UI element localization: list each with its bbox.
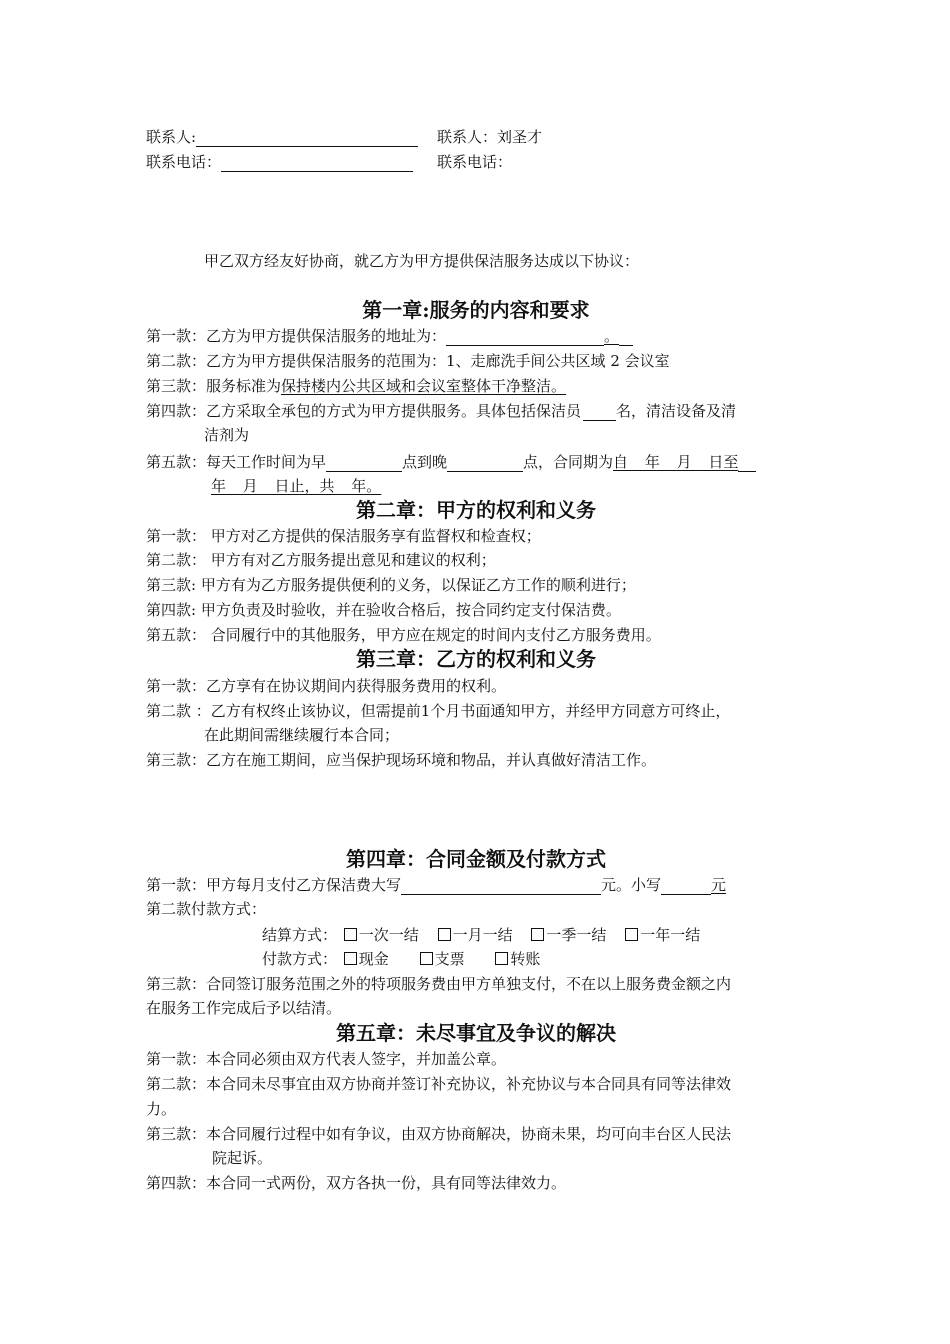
pay-option-label: 支票 — [434, 950, 465, 968]
ch3-clause-3: 第三款：乙方在施工期间，应当保护现场环境和物品，并认真做好清洁工作。 — [146, 751, 657, 769]
ch1-c4-b: 名，清洁设备及清 — [616, 402, 737, 420]
settlement-method-row — [262, 925, 700, 945]
ch2-clause-4: 第四款: 甲方负责及时验收，并在验收合格后，按合同约定支付保洁费。 — [146, 601, 621, 619]
checkbox-icon[interactable] — [420, 952, 433, 965]
checkbox-icon[interactable] — [438, 928, 451, 941]
ch5-clause-2: 第二款：本合同未尽事宜由双方协商并签订补充协议，补充协议与本合同具有同等法律效 — [146, 1075, 732, 1093]
ch5-clause-1: 第一款：本合同必须由双方代表人签字，并加盖公章。 — [146, 1050, 507, 1068]
start-time-field[interactable] — [326, 454, 402, 472]
payment-label: 付款方式： — [262, 950, 338, 968]
ch3-clause-2-cont: 在此期间需继续履行本合同； — [204, 726, 400, 744]
ch1-c5-b: 点到晚 — [402, 453, 448, 471]
settle-option-quarterly[interactable] — [531, 926, 606, 944]
ch4-clause-1 — [146, 875, 726, 895]
party-b-contact-row — [437, 127, 542, 147]
ch1-clause-2: 第二款：乙方为甲方提供保洁服务的范围为：1、走廊洗手间公共区域 2 会议室 — [146, 352, 670, 370]
intro-text: 甲乙双方经友好协商，就乙方为甲方提供保洁服务达成以下协议： — [204, 252, 640, 270]
party-a-contact-row — [146, 127, 418, 147]
payment-method-row — [262, 949, 540, 969]
contract-period-end[interactable]: 年 月 日止，共 年。 — [211, 477, 382, 495]
ch4-clause-2: 第二款付款方式： — [146, 900, 267, 918]
ch2-clause-3: 第三款: 甲方有为乙方服务提供便利的义务，以保证乙方工作的顺利进行； — [146, 576, 636, 594]
ch5-clause-4: 第四款：本合同一式两份，双方各执一份，具有同等法律效力。 — [146, 1174, 567, 1192]
settle-option-label: 一月一结 — [452, 926, 513, 944]
ch5-clause-2-cont: 力。 — [146, 1100, 177, 1118]
chapter-5-title: 第五章：未尽事宜及争议的解决 — [336, 1021, 616, 1045]
party-b-contact-label: 联系人： — [437, 128, 498, 146]
chapter-3-title: 第三章：乙方的权利和义务 — [356, 647, 596, 671]
ch2-clause-2: 第二款： 甲方有对乙方服务提出意见和建议的权利； — [146, 551, 496, 569]
ch1-c4-a: 第四款：乙方采取全承包的方式为甲方提供服务。具体包括保洁员 — [146, 402, 582, 420]
checkbox-icon[interactable] — [495, 952, 508, 965]
ch4-c1-a: 第一款：甲方每月支付乙方保洁费大写 — [146, 876, 402, 894]
pay-option-cash[interactable] — [344, 950, 389, 968]
ch1-c1-text: 第一款：乙方为甲方提供保洁服务的地址为： — [146, 327, 447, 345]
settlement-label: 结算方式： — [262, 926, 338, 944]
party-a-phone-field[interactable] — [221, 154, 413, 172]
pay-option-cheque[interactable] — [420, 950, 465, 968]
settle-option-once[interactable] — [344, 926, 419, 944]
ch3-clause-1: 第一款：乙方享有在协议期间内获得服务费用的权利。 — [146, 677, 507, 695]
ch4-c1-c: 元 — [711, 876, 727, 894]
service-address-field[interactable] — [446, 328, 604, 346]
chapter-2-title: 第二章：甲方的权利和义务 — [356, 498, 596, 522]
settle-option-yearly[interactable] — [625, 926, 700, 944]
party-a-contact-label: 联系人: — [146, 128, 197, 146]
end-time-field[interactable] — [447, 454, 523, 472]
settle-option-label: 一次一结 — [358, 926, 419, 944]
ch1-c1-end: 。 — [604, 327, 620, 345]
ch2-clause-5: 第五款： 合同履行中的其他服务，甲方应在规定的时间内支付乙方服务费用。 — [146, 626, 661, 644]
settle-option-label: 一年一结 — [640, 926, 701, 944]
settle-option-monthly[interactable] — [438, 926, 513, 944]
party-a-phone-label: 联系电话： — [146, 153, 222, 171]
underline-tail — [738, 454, 756, 472]
ch2-clause-1: 第一款： 甲方对乙方提供的保洁服务享有监督权和检查权； — [146, 527, 541, 545]
pay-option-label: 转账 — [510, 950, 541, 968]
checkbox-icon[interactable] — [344, 928, 357, 941]
checkbox-icon[interactable] — [531, 928, 544, 941]
ch1-clause-1 — [146, 326, 633, 346]
party-b-contact-value: 刘圣才 — [497, 128, 543, 146]
ch5-clause-3-cont: 院起诉。 — [212, 1149, 273, 1167]
ch1-c3-label: 第三款：服务标准为 — [146, 377, 282, 395]
contract-period-start[interactable]: 自 年 月 日至 — [613, 453, 739, 471]
ch4-clause-3-cont: 在服务工作完成后予以结清。 — [146, 999, 342, 1017]
party-a-contact-field[interactable] — [196, 129, 418, 147]
fee-capital-field[interactable] — [401, 877, 601, 895]
underline-tail — [619, 328, 633, 346]
ch1-c5-continuation — [211, 476, 381, 496]
ch1-c5-a: 第五款：每天工作时间为早 — [146, 453, 327, 471]
ch4-clause-3: 第三款：合同签订服务范围之外的特项服务费由甲方单独支付，不在以上服务费金额之内 — [146, 975, 732, 993]
ch1-clause-3 — [146, 376, 566, 396]
pay-option-transfer[interactable] — [495, 950, 540, 968]
settle-option-label: 一季一结 — [546, 926, 607, 944]
chapter-4-title: 第四章：合同金额及付款方式 — [346, 847, 606, 871]
ch3-clause-2: 第二款 ：乙方有权终止该协议，但需提前1个月书面通知甲方，并经甲方同意方可终止， — [146, 702, 731, 720]
chapter-1-title: 第一章:服务的内容和要求 — [362, 298, 590, 322]
checkbox-icon[interactable] — [625, 928, 638, 941]
ch1-clause-4 — [146, 401, 736, 421]
cleaner-count-field[interactable] — [583, 403, 616, 421]
party-a-phone-row — [146, 152, 413, 172]
party-b-phone-label: 联系电话： — [437, 153, 513, 171]
service-standard-value: 保持楼内公共区域和会议室整体干净整洁。 — [281, 377, 567, 395]
pay-option-label: 现金 — [358, 950, 389, 968]
party-b-phone-row — [437, 152, 512, 172]
ch1-c5-c: 点，合同期为 — [523, 453, 614, 471]
fee-number-field[interactable] — [661, 877, 711, 895]
ch5-clause-3: 第三款：本合同履行过程中如有争议，由双方协商解决，协商未果，均可向丰台区人民法 — [146, 1125, 732, 1143]
ch4-c1-b: 元。小写 — [601, 876, 662, 894]
ch1-c4-c: 洁剂为 — [204, 426, 250, 444]
ch1-clause-5 — [146, 452, 756, 472]
checkbox-icon[interactable] — [344, 952, 357, 965]
